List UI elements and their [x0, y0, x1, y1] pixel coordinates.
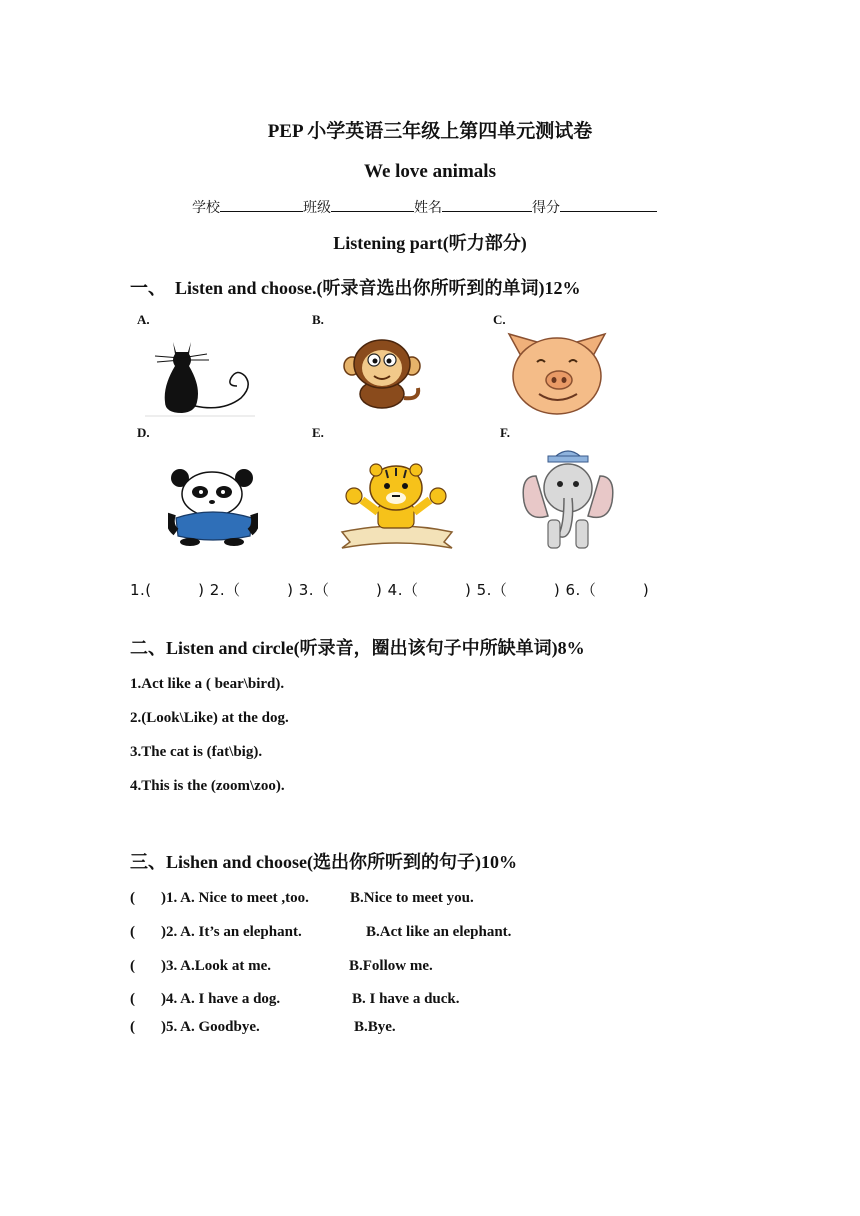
choose-item-4	[130, 991, 460, 1008]
choose-item-3	[130, 958, 433, 975]
option-a: )5. A. Goodbye.	[161, 1019, 260, 1035]
answer-paren: (	[130, 890, 135, 906]
section2-heading: 二、Listen and circle(听录音，圈出该句子中所缺单词)8%	[130, 638, 585, 658]
name-blank	[442, 198, 532, 212]
option-a: )4. A. I have a dog.	[161, 991, 281, 1007]
choose-item-1	[130, 890, 474, 907]
option-b: B.Nice to meet you.	[350, 890, 474, 906]
circle-item-4: 4.This is the (zoom\zoo).	[130, 778, 285, 794]
option-a: )3. A.Look at me.	[161, 958, 271, 974]
choose-item-5	[130, 1019, 396, 1036]
answer-paren: (	[130, 924, 135, 940]
picture-letter-f: F.	[500, 425, 510, 440]
option-b: B.Act like an elephant.	[366, 924, 512, 940]
answer-paren: (	[130, 991, 135, 1007]
answer-paren: (	[130, 958, 135, 974]
option-b: B.Follow me.	[349, 958, 433, 974]
picture-letter-c: C.	[493, 312, 506, 327]
name-label: 姓名	[414, 200, 442, 216]
cat-icon	[145, 336, 257, 418]
school-label: 学校	[192, 200, 220, 216]
page-subtitle: We love animals	[364, 161, 496, 182]
tiger-icon	[340, 460, 454, 550]
school-blank	[220, 198, 303, 212]
option-b: B. I have a duck.	[352, 991, 460, 1007]
option-a: )1. A. Nice to meet ,too.	[161, 890, 309, 906]
answer-paren: (	[130, 1019, 135, 1035]
part-title: Listening part(听力部分)	[333, 233, 527, 253]
answer-blanks-line: 1.( ) 2.（ ) 3.（ ) 4.（ ) 5.（ ) 6.（ )	[130, 581, 650, 599]
elephant-icon	[520, 446, 616, 552]
picture-letter-a: A.	[137, 312, 150, 327]
circle-item-1: 1.Act like a ( bear\bird).	[130, 676, 285, 692]
student-info-line	[192, 197, 657, 217]
picture-letter-e: E.	[312, 425, 324, 440]
score-label: 得分	[532, 200, 560, 216]
option-b: B.Bye.	[354, 1019, 396, 1035]
page-title: PEP 小学英语三年级上第四单元测试卷	[267, 121, 593, 142]
picture-letter-b: B.	[312, 312, 324, 327]
section1-heading: 一、 Listen and choose.(听录音选出你所听到的单词)12%	[130, 278, 581, 298]
score-blank	[560, 198, 657, 212]
pig-icon	[507, 328, 607, 418]
choose-item-2	[130, 924, 512, 941]
class-label: 班级	[303, 200, 331, 216]
class-blank	[331, 198, 414, 212]
picture-letter-d: D.	[137, 425, 150, 440]
section3-heading: 三、Lishen and choose(选出你所听到的句子)10%	[130, 852, 518, 872]
monkey-icon	[342, 336, 426, 412]
panda-icon	[168, 466, 258, 546]
option-a: )2. A. It’s an elephant.	[161, 924, 302, 940]
circle-item-3: 3.The cat is (fat\big).	[130, 744, 263, 760]
circle-item-2: 2.(Look\Like) at the dog.	[130, 710, 289, 726]
